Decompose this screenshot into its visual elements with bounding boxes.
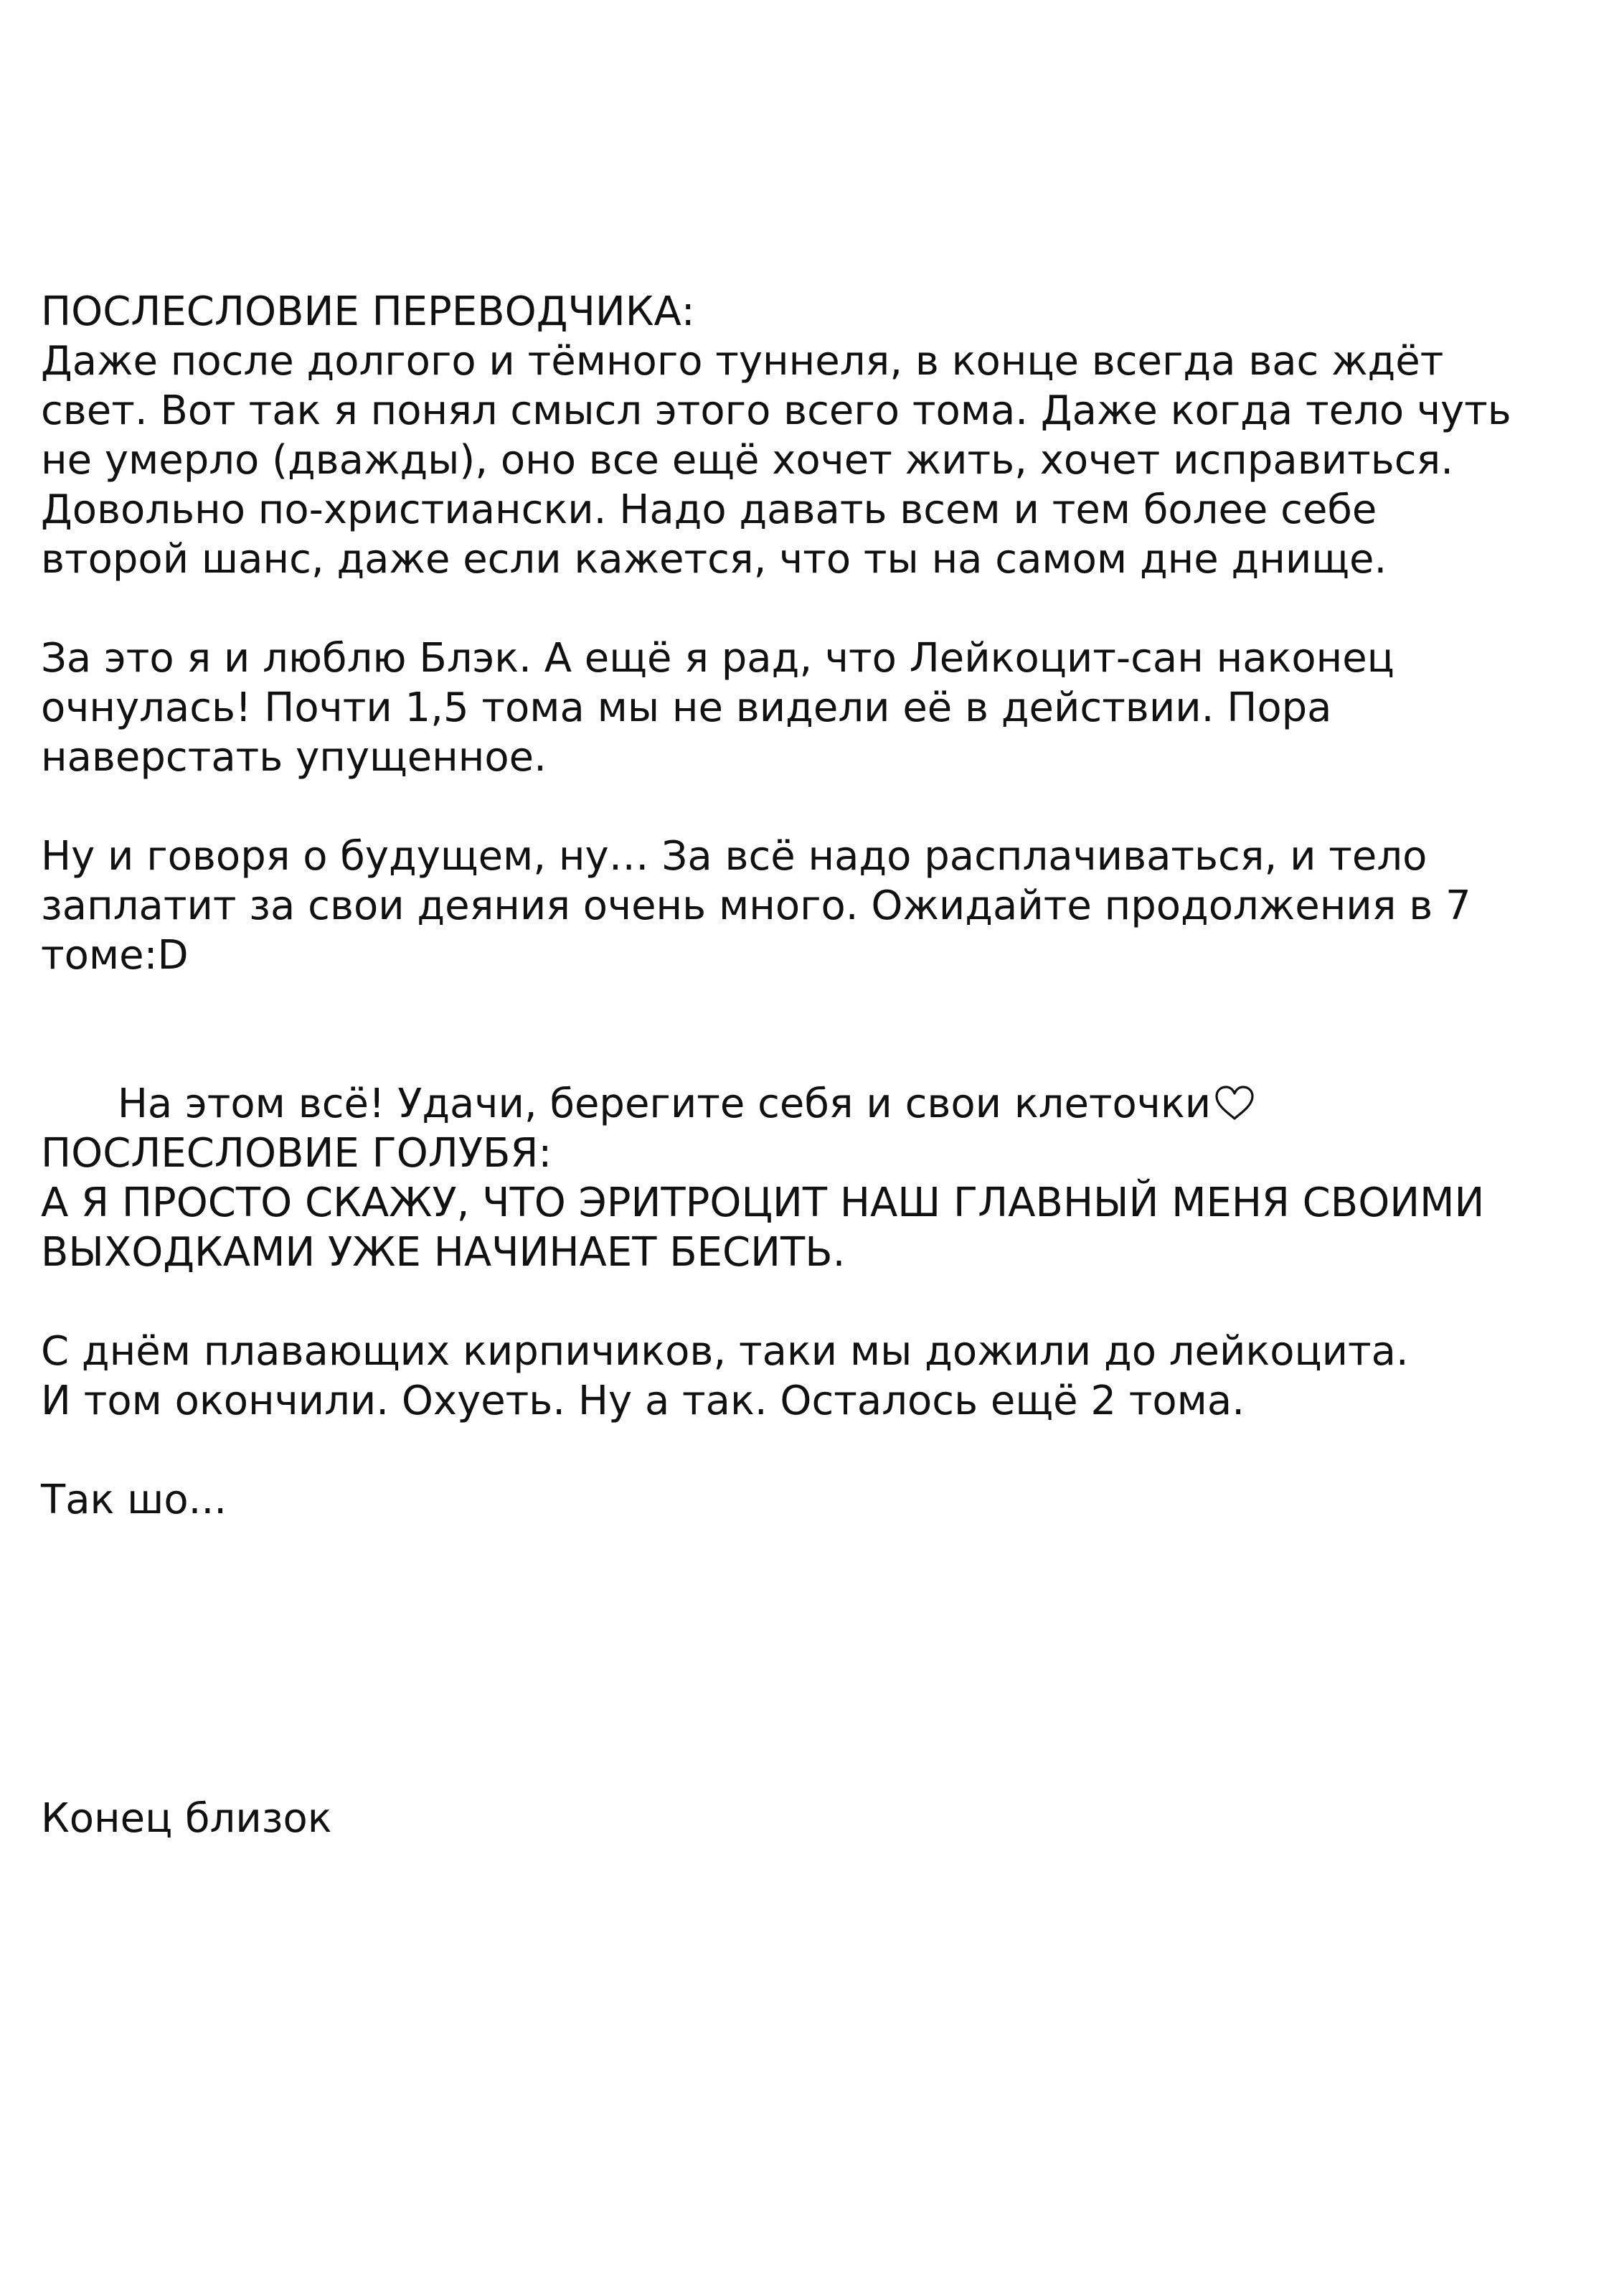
translator-afterword-section [41,287,1576,1127]
paragraph-gap [41,584,1576,634]
text-line: свет. Вот так я понял смысл этого всего тома. Даже когда тело чуть [41,387,1511,434]
text-line: наверстать упущенное. [41,734,547,781]
translator-paragraph-2 [41,634,1576,782]
text-line: Ну и говоря о будущем, ну… За всё надо расплачиваться, и тело [41,833,1427,880]
translator-paragraph-3 [41,832,1576,980]
text-line: не умерло (дважды), оно все ещё хочет жить, хочет исправиться. [41,437,1454,484]
paragraph-gap [41,782,1576,832]
translator-closing-text: На этом всё! Удачи, берегите себя и свои клеточки [117,1081,1212,1127]
dove-afterword-heading: ПОСЛЕСЛОВИЕ ГОЛУБЯ: [41,1130,552,1177]
text-line: очнулась! Почти 1,5 тома мы не видели её в действии. Пора [41,684,1332,731]
translator-paragraph-1 [41,337,1576,584]
text-line: Довольно по-христиански. Надо давать всем и тем более себе [41,486,1377,533]
footer-text: Конец близок [41,1795,332,1842]
text-line: За это я и люблю Блэк. А ещё я рад, что Лейкоцит-сан наконец [41,635,1394,682]
dove-afterword-section [41,1129,1576,1525]
heart-outline-icon [1214,1084,1255,1121]
text-line: второй шанс, даже если кажется, что ты на самом дне днище. [41,536,1387,583]
text-line: И том окончили. Охуеть. Ну а так. Осталось ещё 2 тома. [41,1378,1245,1424]
paragraph-gap [41,1426,1576,1475]
text-line: заплатит за свои деяния очень много. Ожидайте продолжения в 7 [41,883,1471,929]
paragraph-gap [41,980,1576,1030]
translator-afterword-heading: ПОСЛЕСЛОВИЕ ПЕРЕВОДЧИКА: [41,288,695,335]
text-line: томе:D [41,932,189,979]
paragraph-gap [41,1277,1576,1327]
dove-paragraph-1 [41,1178,1576,1277]
dove-paragraph-2 [41,1327,1576,1426]
text-line: А Я ПРОСТО СКАЖУ, ЧТО ЭРИТРОЦИТ НАШ ГЛАВНЫЙ МЕНЯ СВОИМИ [41,1180,1485,1226]
dove-paragraph-3: Так шо... [41,1477,227,1523]
afterword-page [41,287,1576,1525]
text-line: ВЫХОДКАМИ УЖЕ НАЧИНАЕТ БЕСИТЬ. [41,1229,846,1276]
text-line: С днём плавающих кирпичиков, таки мы дожили до лейкоцита. [41,1328,1409,1375]
text-line: Даже после долгого и тёмного туннеля, в конце всегда вас ждёт [41,338,1444,385]
translator-closing-line [41,1030,1576,1127]
